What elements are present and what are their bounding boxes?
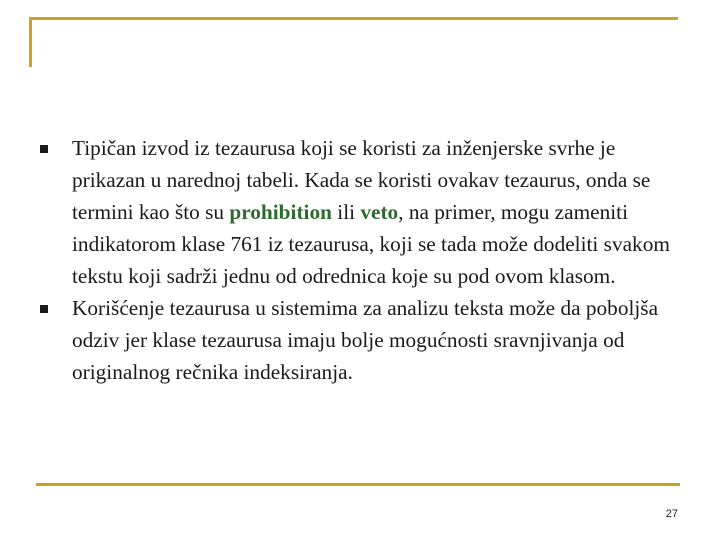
frame-bottom-rule (36, 483, 680, 486)
frame-top-rule (29, 17, 678, 20)
bullet-text-1-part-5: , na primer, mogu zameniti indikatorom klase 761 iz tezaurusa, koji se tada može dodeliti svakom tekstu koji sadrži jednu od odrednica koje su pod ovom klasom. (72, 200, 670, 288)
square-bullet-icon (40, 145, 48, 153)
bullet-text-2: Korišćenje tezaurusa u sistemima za analizu teksta može da poboljša odziv jer klase tezaurusa imaju bolje mogućnosti sravnjivanja od originalnog rečnika indeksiranja. (72, 296, 659, 384)
bullet-text-1-part-3: ili (331, 200, 361, 224)
bullet-text-1-part-1: Tipičan izvod iz tezaurusa koji se koristi za inženjerske svrhe je prikazan u narednoj tabeli. Kada se koristi ovakav tezaurus, onda se termini kao što su (72, 136, 651, 224)
square-bullet-icon (40, 305, 48, 313)
bullet-item-1 (40, 132, 680, 292)
frame-left-rule (29, 17, 32, 67)
page-number: 27 (665, 508, 678, 520)
bullet-item-2 (40, 292, 680, 388)
term-veto: veto (360, 200, 399, 224)
term-prohibition: prohibition (229, 200, 332, 224)
slide-body (40, 132, 680, 388)
